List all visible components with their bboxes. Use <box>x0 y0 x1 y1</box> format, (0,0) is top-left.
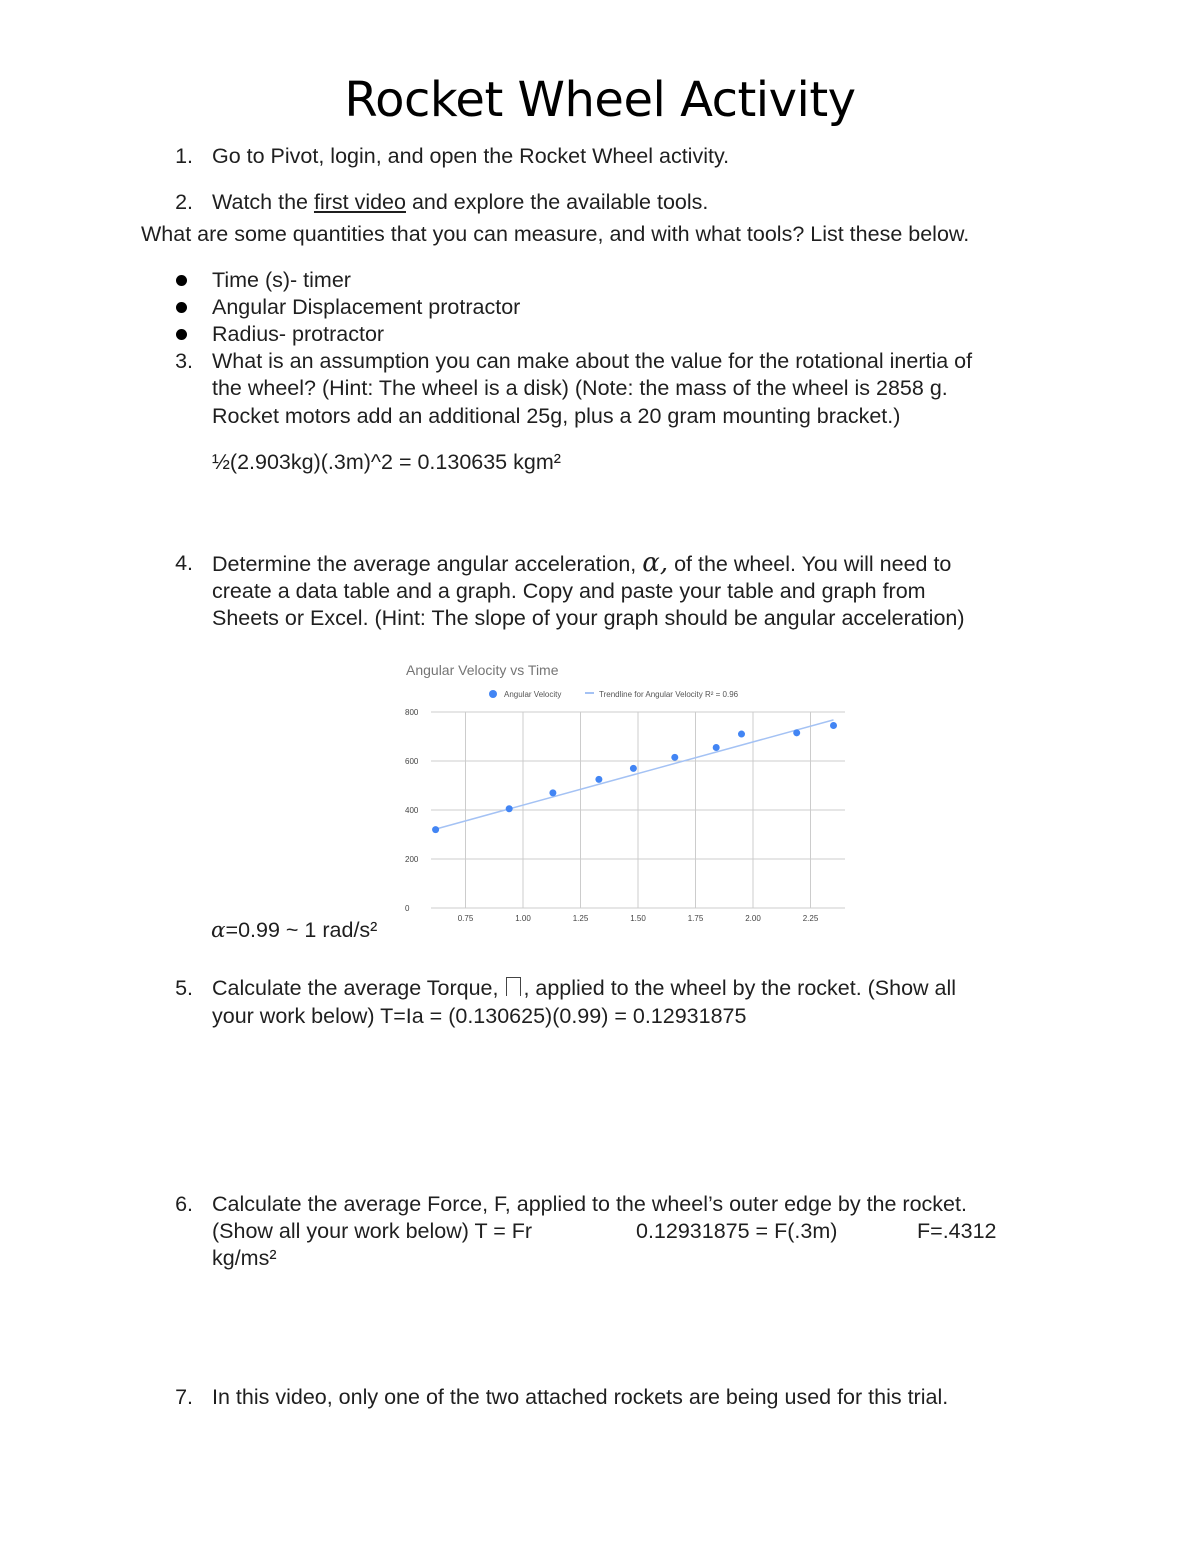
item-number-3: 3. <box>175 349 193 373</box>
question-7: In this video, only one of the two attached rockets are being used for this trial. <box>212 1385 949 1409</box>
bullet-icon <box>176 329 187 340</box>
question-6-work: (Show all your work below) T = Fr <box>212 1219 533 1243</box>
question-5-text-b: , applied to the wheel by the rocket. (Show all <box>523 976 957 1000</box>
question-4-line <box>212 550 951 579</box>
question-4-line: Sheets or Excel. (Hint: The slope of your graph should be angular acceleration) <box>212 606 965 630</box>
question-6-line: Calculate the average Force, F, applied to the wheel’s outer edge by the rocket. <box>212 1192 967 1216</box>
item-number-2: 2. <box>175 190 193 214</box>
question-4-text-b: of the wheel. You will need to <box>668 552 952 576</box>
answer-4-value: =0.99 ~ 1 rad/s² <box>225 918 378 942</box>
question-2-text-a: Watch the <box>212 190 314 214</box>
question-3-line: the wheel? (Hint: The wheel is a disk) (Note: the mass of the wheel is 2858 g. <box>212 376 948 400</box>
data-point <box>830 722 837 729</box>
question-4-line: create a data table and a graph. Copy and paste your table and graph from <box>212 579 926 603</box>
data-point <box>549 789 556 796</box>
x-tick-label: 1.50 <box>630 914 646 923</box>
bullet-icon <box>176 275 187 286</box>
y-tick-label: 0 <box>405 904 410 913</box>
legend-label-trend: Trendline for Angular Velocity R² = 0.96 <box>599 690 739 699</box>
question-6-units: kg/ms² <box>212 1246 277 1270</box>
answer-3: ½(2.903kg)(.3m)^2 = 0.130635 kgm² <box>212 450 561 474</box>
angular-velocity-chart <box>393 655 858 935</box>
data-point <box>793 729 800 736</box>
question-3-line: What is an assumption you can make about the value for the rotational inertia of <box>212 349 973 373</box>
trendline <box>436 720 834 829</box>
x-tick-label: 1.75 <box>687 914 704 923</box>
data-point <box>713 744 720 751</box>
question-1: Go to Pivot, login, and open the Rocket Wheel activity. <box>212 144 730 168</box>
quantities-prompt: What are some quantities that you can measure, and with what tools? List these below. <box>141 222 970 246</box>
bullet-item: Radius- protractor <box>212 322 385 346</box>
question-6-work: 0.12931875 = F(.3m) <box>636 1219 838 1243</box>
chart-title: Angular Velocity vs Time <box>406 662 559 678</box>
x-tick-label: 1.25 <box>572 914 589 923</box>
question-5-line <box>212 975 956 1003</box>
item-number-7: 7. <box>175 1385 193 1409</box>
torque-symbol-icon <box>506 977 521 996</box>
first-video-link[interactable]: first video <box>313 190 406 214</box>
x-tick-label: 2.00 <box>745 914 761 923</box>
answer-4 <box>211 917 377 945</box>
item-number-5: 5. <box>175 976 193 1000</box>
question-4-text-a: Determine the average angular acceleration, <box>212 552 643 576</box>
data-point <box>738 731 745 738</box>
bullet-icon <box>176 302 187 313</box>
question-2-text-b: and explore the available tools. <box>405 190 709 214</box>
item-number-1: 1. <box>175 144 193 168</box>
x-tick-label: 2.25 <box>802 914 819 923</box>
data-point <box>630 765 637 772</box>
question-3-line: Rocket motors add an additional 25g, plus a 20 gram mounting bracket.) <box>212 404 901 428</box>
y-tick-label: 200 <box>405 855 419 864</box>
bullet-item: Angular Displacement protractor <box>212 295 521 319</box>
data-point <box>595 776 602 783</box>
alpha-symbol: α <box>211 918 226 943</box>
data-point <box>432 826 439 833</box>
alpha-symbol: α, <box>642 548 669 578</box>
page-title: Rocket Wheel Activity <box>344 72 856 128</box>
x-tick-label: 1.00 <box>515 914 531 923</box>
x-tick-label: 0.75 <box>457 914 474 923</box>
y-tick-label: 600 <box>405 757 419 766</box>
legend-label-points: Angular Velocity <box>504 690 562 699</box>
legend-marker-points <box>489 690 497 698</box>
bullet-item: Time (s)- timer <box>212 268 351 292</box>
data-point <box>506 805 513 812</box>
y-tick-label: 800 <box>405 708 419 717</box>
question-5-text-a: Calculate the average Torque, <box>212 976 505 1000</box>
question-2 <box>212 189 708 217</box>
data-point <box>671 754 678 761</box>
question-6-work: F=.4312 <box>917 1219 997 1243</box>
item-number-4: 4. <box>175 551 193 575</box>
y-tick-label: 400 <box>405 806 419 815</box>
item-number-6: 6. <box>175 1192 193 1216</box>
question-5-line: your work below) T=Ia = (0.130625)(0.99) = 0.12931875 <box>212 1004 747 1028</box>
